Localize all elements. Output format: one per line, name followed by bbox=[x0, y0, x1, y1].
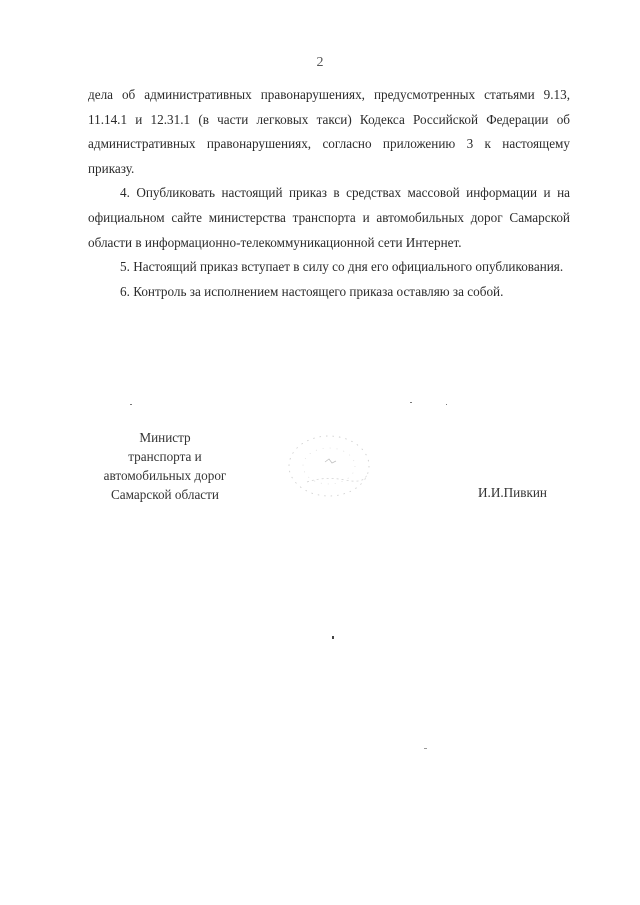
signer-position-line: автомобильных дорог bbox=[103, 468, 227, 483]
paragraph-item-6: 6. Контроль за исполнением настоящего приказа оставляю за собой. bbox=[120, 283, 504, 299]
scan-artifact bbox=[332, 636, 334, 639]
scan-artifact bbox=[410, 402, 412, 403]
document-body bbox=[88, 83, 570, 304]
signer-position-line: Министр bbox=[139, 430, 191, 445]
paragraph-item-4: 4. Опубликовать настоящий приказ в средствах массовой информации и на официальном сайте министерства транспорта и автомобильных дорог Самарской области в информационно-телекоммуникационной сети Интернет. bbox=[88, 185, 570, 250]
signer-name: И.И.Пивкин bbox=[478, 485, 547, 500]
faint-stamp-seal bbox=[285, 430, 375, 500]
scan-artifact bbox=[424, 748, 427, 749]
scan-artifact bbox=[130, 404, 132, 405]
paragraph-continuation: дела об административных правонарушениях, предусмотренных статьями 9.13, 11.14.1 и 12.31.1 (в части легковых такси) Кодекса Российской Федерации об административных правонарушениях, согласно приложению 3 к настоящему приказу. bbox=[88, 87, 570, 176]
signer-position bbox=[60, 428, 270, 504]
signer-position-line: транспорта и bbox=[128, 449, 202, 464]
scan-artifact bbox=[446, 404, 447, 405]
paragraph-item-5: 5. Настоящий приказ вступает в силу со дня его официального опубликования. bbox=[120, 259, 564, 275]
page-number: 2 bbox=[316, 55, 324, 70]
signer-position-line: Самарской области bbox=[111, 487, 219, 502]
